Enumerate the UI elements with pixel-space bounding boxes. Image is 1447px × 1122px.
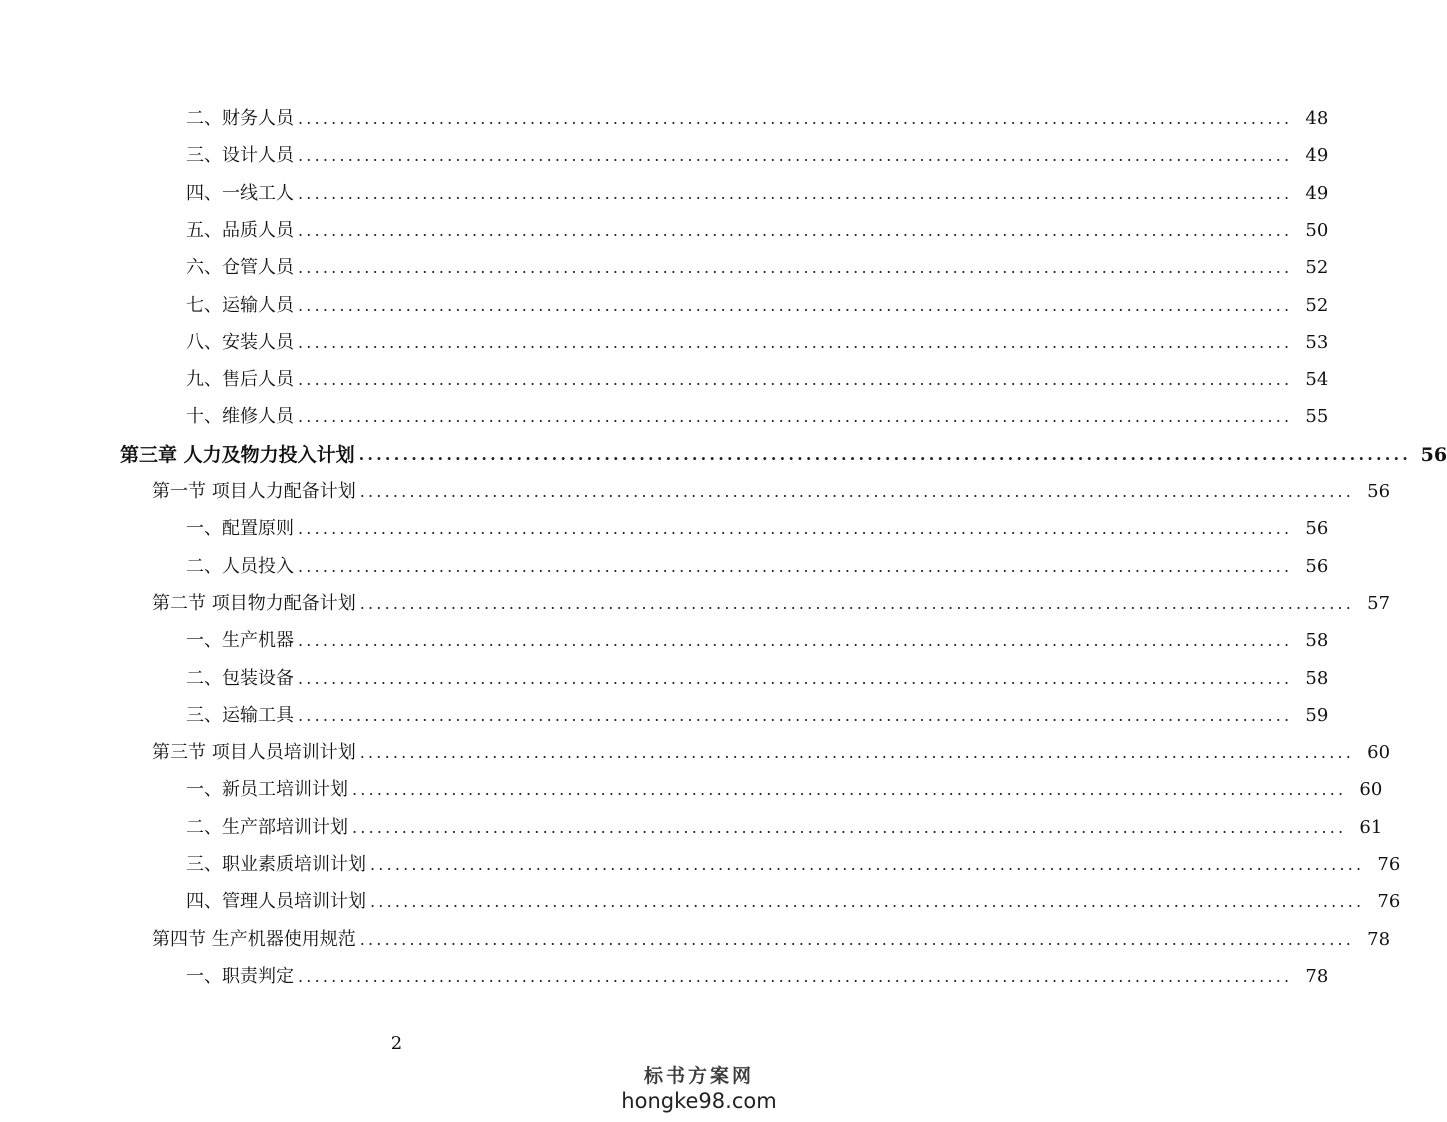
watermark-logo	[619, 1064, 779, 1114]
watermark-url: hongke98.com	[621, 1089, 777, 1113]
toc-entry-label: 三、运输工具	[186, 704, 294, 726]
toc-entry-page: 58	[1305, 630, 1329, 652]
toc-entry-label: 二、财务人员	[186, 108, 294, 129]
toc-entry-label: 第二节 项目物力配备计划	[152, 592, 356, 614]
toc-dot-leader: ........................................................................................................................	[298, 332, 1293, 352]
toc-dot-leader: ........................................................................................................................	[352, 817, 1347, 837]
toc-entry-label: 一、职责判定	[186, 965, 294, 987]
toc-entry-label: 四、一线工人	[186, 182, 294, 204]
toc-dot-leader: ........................................................................................................................	[298, 407, 1293, 427]
toc-entry-page: 56	[1367, 481, 1391, 502]
toc-entry-label: 一、新员工培训计划	[186, 779, 348, 801]
toc-entry-section[interactable]	[0, 476, 1391, 508]
toc-dot-leader: ........................................................................................................................	[359, 929, 1355, 949]
toc-entry-item[interactable]	[0, 327, 1329, 359]
toc-entry-item[interactable]	[0, 290, 1329, 322]
toc-dot-leader: ........................................................................................................................	[359, 743, 1355, 763]
toc-entry-item[interactable]	[0, 513, 1329, 545]
toc-dot-leader: ........................................................................................................................	[298, 668, 1293, 688]
toc-entry-item[interactable]	[0, 849, 1401, 881]
toc-entry-label: 二、人员投入	[186, 555, 294, 577]
toc-entry-item[interactable]	[0, 103, 1329, 135]
toc-entry-item[interactable]	[0, 700, 1329, 732]
toc-entry-item[interactable]	[0, 886, 1401, 918]
toc-entry-item[interactable]	[0, 178, 1329, 210]
toc-entry-page: 78	[1367, 928, 1391, 950]
toc-entry-page: 54	[1305, 369, 1329, 391]
toc-dot-leader: ........................................................................................................................	[298, 183, 1293, 203]
toc-entry-section[interactable]	[0, 737, 1391, 769]
toc-dot-leader: ........................................................................................................................	[352, 780, 1347, 800]
toc-entry-label: 三、设计人员	[186, 145, 294, 167]
toc-entry-page: 56	[1305, 555, 1329, 577]
page-number: 2	[390, 1033, 403, 1054]
toc-entry-page: 61	[1359, 816, 1383, 838]
toc-entry-page: 52	[1305, 294, 1329, 316]
toc-dot-leader: ........................................................................................................................	[359, 593, 1355, 613]
toc-dot-leader: ........................................................................................................................	[298, 109, 1293, 128]
toc-entry-page: 59	[1305, 704, 1329, 726]
toc-dot-leader: ........................................................................................................................	[370, 892, 1365, 912]
toc-entry-item[interactable]	[0, 140, 1329, 172]
toc-entry-page: 49	[1305, 145, 1329, 167]
toc-entry-page: 52	[1305, 257, 1329, 279]
toc-entry-item[interactable]	[0, 551, 1329, 583]
toc-entry-item[interactable]	[0, 625, 1329, 657]
toc-dot-leader: ........................................................................................................................	[298, 220, 1293, 240]
toc-entry-page: 56	[1420, 443, 1447, 466]
toc-dot-leader: ........................................................................................................................	[298, 519, 1293, 539]
toc-entry-item[interactable]	[0, 774, 1383, 806]
toc-dot-leader: ........................................................................................................................	[298, 295, 1293, 315]
toc-dot-leader: ........................................................................................................................	[358, 444, 1412, 464]
toc-entry-label: 五、品质人员	[186, 219, 294, 241]
toc-entry-page: 49	[1305, 182, 1329, 204]
toc-entry-page: 50	[1305, 219, 1329, 241]
toc-entry-label: 二、生产部培训计划	[186, 816, 348, 838]
watermark-site-name: 标书方案网	[643, 1065, 754, 1087]
toc-entry-label: 第三节 项目人员培训计划	[152, 742, 356, 764]
toc-entry-label: 四、管理人员培训计划	[186, 891, 366, 913]
toc-dot-leader: ........................................................................................................................	[370, 855, 1365, 874]
toc-entry-chapter[interactable]	[0, 439, 1447, 471]
toc-entry-item[interactable]	[0, 812, 1383, 844]
toc-entry-page: 76	[1377, 891, 1401, 913]
toc-entry-page: 76	[1377, 854, 1401, 875]
toc-entry-section[interactable]	[0, 588, 1391, 620]
toc-entry-label: 第四节 生产机器使用规范	[152, 928, 356, 950]
toc-entry-label: 第一节 项目人力配备计划	[152, 481, 356, 502]
toc-entry-page: 56	[1305, 518, 1329, 540]
toc-dot-leader: ........................................................................................................................	[359, 482, 1355, 501]
toc-entry-label: 一、生产机器	[186, 630, 294, 652]
toc-entry-item[interactable]	[0, 663, 1329, 695]
toc-entry-page: 58	[1305, 667, 1329, 689]
toc-entry-item[interactable]	[0, 961, 1329, 993]
toc-entry-page: 48	[1305, 108, 1329, 129]
toc-entry-item[interactable]	[0, 215, 1329, 247]
toc-entry-page: 53	[1305, 331, 1329, 353]
toc-entry-label: 六、仓管人员	[186, 257, 294, 279]
toc-entry-label: 二、包装设备	[186, 667, 294, 689]
toc-entry-item[interactable]	[0, 364, 1329, 396]
toc-entry-page: 60	[1367, 742, 1391, 764]
toc-dot-leader: ........................................................................................................................	[298, 966, 1293, 986]
toc-dot-leader: ........................................................................................................................	[298, 705, 1293, 725]
toc-entry-label: 九、售后人员	[186, 369, 294, 391]
toc-dot-leader: ........................................................................................................................	[298, 258, 1293, 278]
toc-entry-label: 第三章 人力及物力投入计划	[120, 443, 355, 466]
toc-dot-leader: ........................................................................................................................	[298, 556, 1293, 576]
toc-entry-item[interactable]	[0, 252, 1329, 284]
toc-entry-page: 57	[1367, 592, 1391, 614]
toc-entry-section[interactable]	[0, 924, 1391, 956]
toc-entry-label: 七、运输人员	[186, 294, 294, 316]
toc-entry-label: 三、职业素质培训计划	[186, 854, 366, 875]
toc-entry-label: 八、安装人员	[186, 331, 294, 353]
toc-dot-leader: ........................................................................................................................	[298, 631, 1293, 651]
toc-dot-leader: ........................................................................................................................	[298, 370, 1293, 390]
toc-entry-item[interactable]	[0, 401, 1329, 433]
toc-entry-label: 一、配置原则	[186, 518, 294, 540]
toc-entry-page: 60	[1359, 779, 1383, 801]
toc-dot-leader: ........................................................................................................................	[298, 146, 1293, 166]
toc-entry-page: 78	[1305, 965, 1329, 987]
toc-entry-page: 55	[1305, 406, 1329, 428]
toc-entry-label: 十、维修人员	[186, 406, 294, 428]
